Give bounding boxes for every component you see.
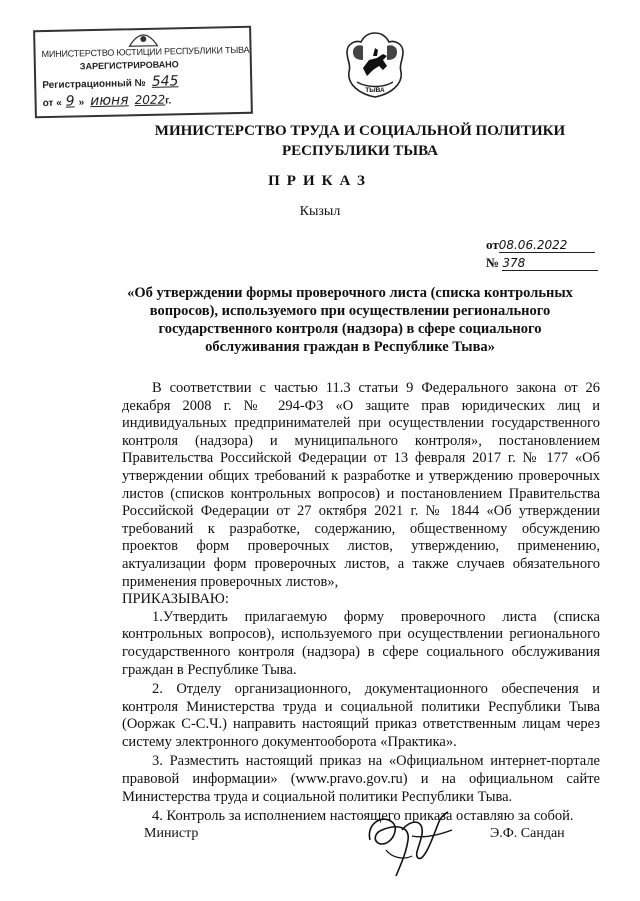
signatory-position: Министр <box>144 826 199 841</box>
stamp-line-registered: ЗАРЕГИСТРИРОВАНО <box>79 59 179 72</box>
order-item-2: 2. Отделу организационного, документационного обеспечения и контроля Министерства труда и социальной политики Республики Тыва (Ооржак С-С.Ч.) направить настоящий приказ ответственным лицам через систему электронного документооборота «Практика». <box>122 681 600 750</box>
stamp-line-ministry: МИНИСТЕРСТВО ЮСТИЦИИ РЕСПУБЛИКИ ТЫВА <box>41 44 250 60</box>
signatory-name: Э.Ф. Сандан <box>490 826 565 841</box>
order-item-3: 3. Разместить настоящий приказ на «Официальном интернет-портале правовой информации» (www.pravo.gov.ru) и на официальном сайте Министерства труда и социальной политики Республики Тыва. <box>122 753 600 805</box>
stamp-date-sep: » <box>78 97 85 109</box>
stamp-emblem-icon <box>125 30 161 49</box>
document-number-row <box>486 255 598 271</box>
document-date-row <box>486 237 595 253</box>
ministry-heading <box>140 121 580 161</box>
document-type-title: ПРИКАЗ <box>268 173 372 189</box>
stamp-date-month: июня <box>90 92 129 110</box>
document-number-value: 378 <box>502 256 598 271</box>
document-date-value: 08.06.2022 <box>499 238 595 253</box>
stamp-reg-row <box>42 73 179 92</box>
ministry-line-2: РЕСПУБЛИКИ ТЫВА <box>282 143 438 159</box>
preamble-paragraph: В соответствии с частью 11.3 статьи 9 Федерального закона от 26 декабря 2008 г. № 294-ФЗ «О защите прав юридических лиц и индивидуальных предпринимателей при осуществлении государственного контроля (надзора) и муниципального контроля», постановлением Правительства Российской Федерации от 13 февраля 2017 г. № 177 «Об утверждении общих требований к разработке и утверждению проверочных листов (списков контрольных вопросов) и постановлением Правительства Российской Федерации от 27 октября 2021 г. № 1844 «Об утверждении требований к разработке, содержанию, общественному обсуждению проектов форм проверочных листов, утверждению, применению, актуализации форм проверочных листов, а также случаев обязательного применения проверочных листов», <box>122 380 600 590</box>
city-name: Кызыл <box>299 204 341 219</box>
document-date-label: от <box>486 237 499 252</box>
emblem-caption: ТЫВА <box>365 87 385 94</box>
stamp-date-row <box>42 91 171 110</box>
stamp-date-prefix: от « <box>42 97 62 110</box>
stamp-reg-number: 545 <box>151 73 179 90</box>
document-number-label: № <box>486 255 500 270</box>
handwritten-signature-icon <box>352 800 462 880</box>
order-word: ПРИКАЗЫВАЮ: <box>122 591 229 608</box>
order-item-4: 4. Контроль за исполнением настоящего приказа оставляю за собой. <box>152 808 574 825</box>
stamp-date-day: 9 <box>65 93 75 110</box>
registration-stamp <box>33 26 253 119</box>
stamp-reg-label: Регистрационный № <box>42 77 146 92</box>
stamp-date-year: 2022 <box>134 92 166 108</box>
ministry-line-1: МИНИСТЕРСТВО ТРУДА И СОЦИАЛЬНОЙ ПОЛИТИКИ <box>154 123 566 139</box>
stamp-date-suffix: г. <box>165 95 172 107</box>
order-item-1: 1.Утвердить прилагаемую форму проверочного листа (списка контрольных вопросов), используемого при осуществлении регионального государственного контроля (надзора) в сфере социального обслуживания граждан в Республике Тыва. <box>122 608 600 678</box>
tuva-emblem-icon <box>343 30 407 100</box>
document-body <box>122 380 600 826</box>
document-subject: «Об утверждении формы проверочного листа (списка контрольных вопросов), используемого при осуществлении регионального государственного контроля (надзора) в сфере социального обслуживания граждан в Республике Тыва» <box>127 285 573 355</box>
